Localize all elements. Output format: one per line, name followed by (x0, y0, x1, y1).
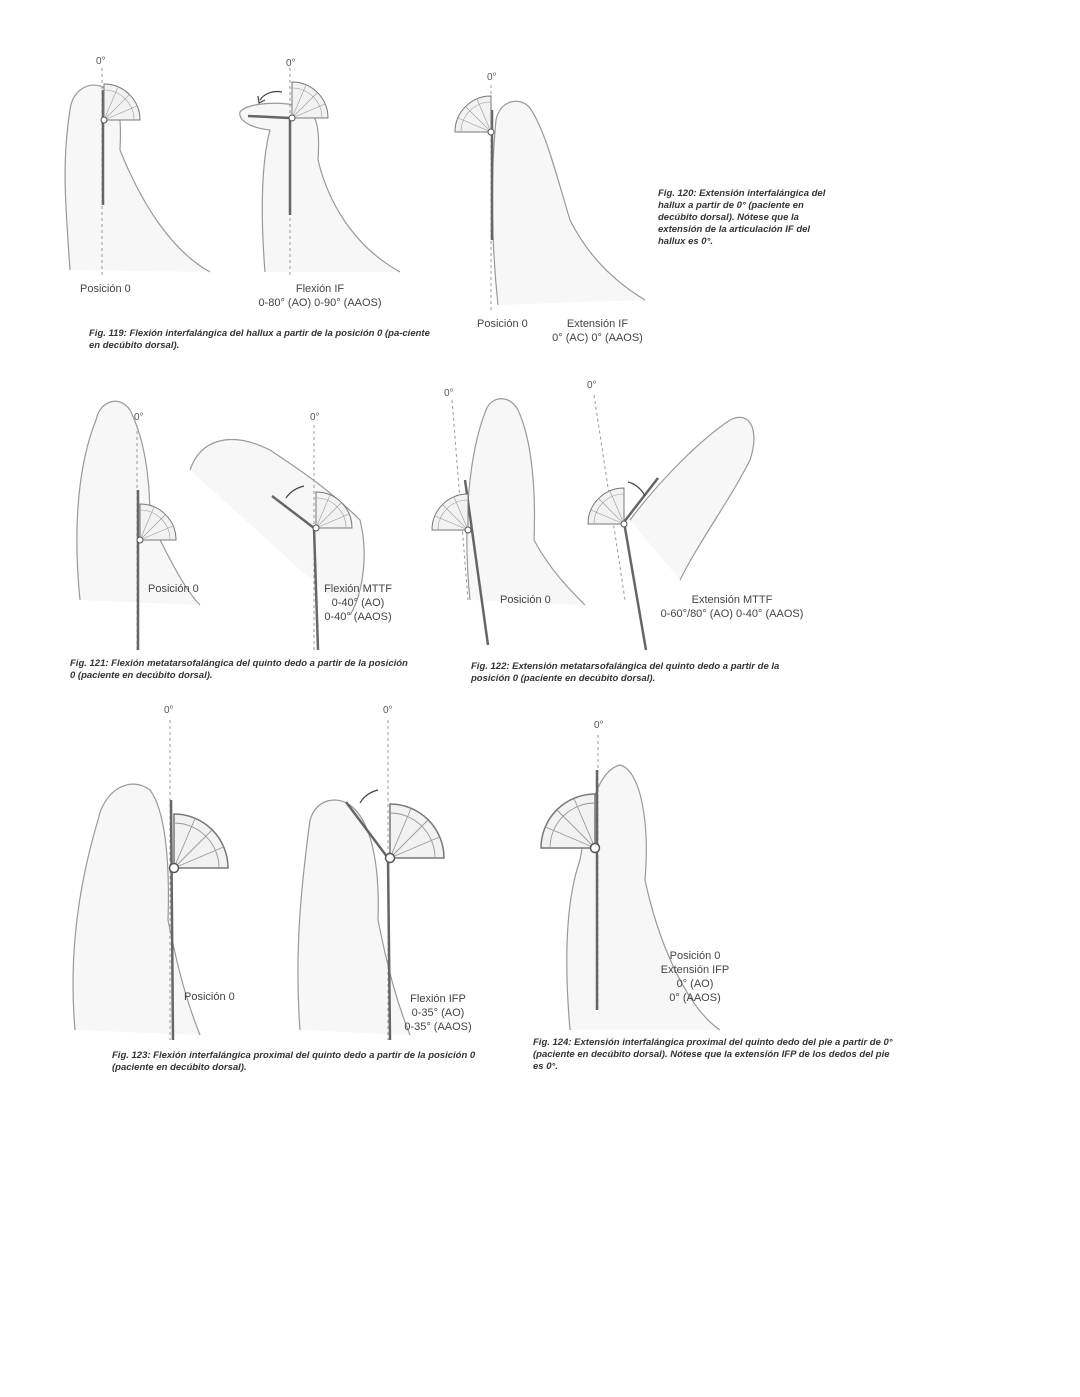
fig120-label-right (540, 317, 655, 345)
fig122-label-right (652, 593, 812, 621)
fig121-label-right-3: 0-40° (AAOS) (324, 611, 392, 623)
fig123-label-left: Posición 0 (184, 991, 235, 1003)
zero-mark-119b: 0° (286, 58, 296, 69)
fig122-label-right-2: 0-60°/80° (AO) 0-40° (AAOS) (660, 608, 804, 620)
zero-mark-122a: 0° (444, 388, 454, 399)
zero-mark-122b: 0° (587, 380, 597, 391)
zero-mark-121a: 0° (134, 412, 144, 423)
fig122-label-right-1: Extensión MTTF (691, 594, 773, 606)
zero-mark-124: 0° (594, 720, 604, 731)
fig123-label-right-2: 0-35° (AO) (411, 1007, 465, 1019)
fig120-caption: Fig. 120: Extensión interfalángica del hallux a partir de 0° (paciente en decúbito dorsal). Nótese que la extensión de la articulación IF del hallux es 0°. (658, 188, 826, 247)
fig123-caption: Fig. 123: Flexión interfalángica proximal del quinto dedo a partir de la posición 0 (paciente en decúbito dorsal). (112, 1050, 476, 1073)
fig123-label-right (398, 992, 478, 1034)
fig124-labels (652, 949, 738, 1005)
fig124-label-3: 0° (AO) (676, 978, 714, 990)
zero-mark-120: 0° (487, 72, 497, 83)
fig121-label-right-1: Flexión MTTF (324, 583, 392, 595)
zero-mark-123b: 0° (383, 705, 393, 716)
fig121-label-left: Posición 0 (148, 583, 199, 595)
fig119-label-right-2: 0-80° (AO) 0-90° (AAOS) (258, 297, 382, 309)
fig124-label-2: Extensión IFP (660, 964, 730, 976)
fig123-label-right-3: 0-35° (AAOS) (404, 1021, 472, 1033)
fig119-label-right-1: Flexión IF (295, 283, 345, 295)
fig123-label-right-1: Flexión IFP (410, 993, 466, 1005)
fig120-label-left: Posición 0 (477, 318, 528, 330)
fig122-caption: Fig. 122: Extensión metatarsofalángica del quinto dedo a partir de la posición 0 (paciente en decúbito dorsal). (471, 661, 780, 684)
fig121-label-right (318, 582, 398, 624)
fig122-label-left: Posición 0 (500, 594, 551, 606)
fig121-caption: Fig. 121: Flexión metatarsofalángica del quinto dedo a partir de la posición 0 (paciente en decúbito dorsal). (70, 658, 408, 681)
fig124-caption: Fig. 124: Extensión interfalángica proximal del quinto dedo del pie a partir de 0° (paciente en decúbito dorsal). Nótese que la extensión IFP de los dedos del pie es 0°. (533, 1037, 893, 1072)
fig120-label-right-1: Extensión IF (566, 318, 629, 330)
zero-mark-121b: 0° (310, 412, 320, 423)
fig121-label-right-2: 0-40° (AO) (331, 597, 385, 609)
fig124-label-1: Posición 0 (669, 950, 721, 962)
fig119-right-drawing (240, 68, 400, 275)
fig123-drawing (73, 720, 444, 1040)
fig119-caption: Fig. 119: Flexión interfalángica del hallux a partir de la posición 0 (pa-ciente en decúbito dorsal). (89, 328, 430, 351)
zero-mark-123a: 0° (164, 705, 174, 716)
zero-mark-119a: 0° (96, 56, 106, 67)
fig119-label-right (250, 282, 390, 310)
fig124-label-4: 0° (AAOS) (669, 992, 721, 1004)
fig119-label-left: Posición 0 (80, 283, 131, 295)
fig119-left-drawing (65, 68, 210, 275)
fig120-drawing (455, 85, 645, 310)
fig120-label-right-2: 0° (AC) 0° (AAOS) (552, 332, 643, 344)
